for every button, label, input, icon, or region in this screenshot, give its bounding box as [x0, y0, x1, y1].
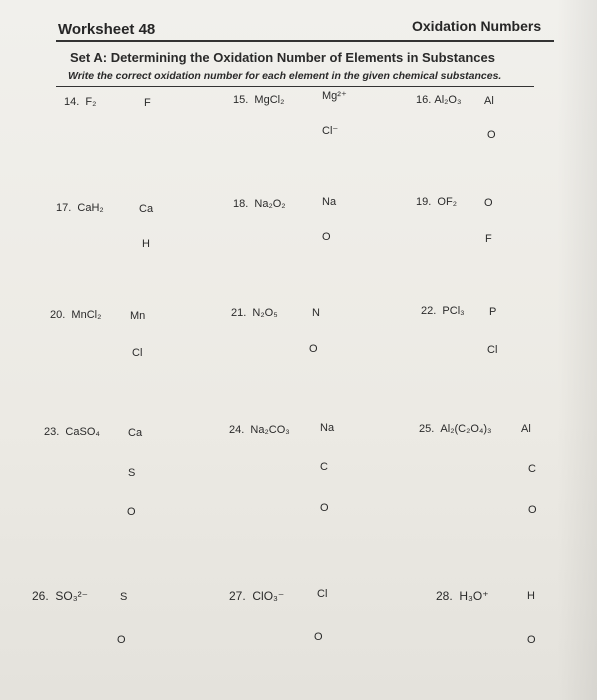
problem-28-element: H — [527, 590, 535, 602]
problem-19-element: F — [485, 233, 492, 245]
problem-24-element: O — [320, 502, 329, 514]
problem-22-element: P — [489, 306, 497, 318]
problem-19-element: O — [484, 197, 493, 209]
problem-22-element: Cl — [487, 344, 498, 356]
problem-25-element: Al — [521, 423, 531, 435]
problem-26-element: O — [117, 634, 126, 646]
problem-27: 27. ClO₃⁻ — [229, 589, 285, 603]
topic-title: Oxidation Numbers — [412, 18, 542, 34]
problem-20-element: Mn — [130, 310, 146, 322]
problem-20-element: Cl — [132, 347, 143, 359]
problem-21-element: O — [309, 343, 318, 355]
problem-17-element: H — [142, 238, 150, 250]
problem-24-element: Na — [320, 422, 335, 434]
problem-26: 26. SO₃²⁻ — [32, 589, 88, 603]
problem-25: 25. Al₂(C₂O₄)₃ — [419, 423, 492, 435]
problem-24: 24. Na₂CO₃ — [229, 424, 290, 436]
problem-23-element: O — [127, 506, 136, 518]
problem-28: 28. H₃O⁺ — [436, 589, 489, 603]
problem-28-element: O — [527, 634, 536, 646]
problem-16: 16. Al₂O₃ — [416, 94, 462, 106]
problem-15-element: Mg²⁺ — [322, 90, 347, 102]
problem-25-element: C — [528, 463, 536, 475]
problem-26-element: S — [120, 591, 128, 603]
problem-15-element: Cl⁻ — [322, 125, 339, 137]
worksheet-title: Worksheet 48 — [58, 21, 156, 38]
problem-23: 23. CaSO₄ — [44, 426, 100, 438]
problem-20: 20. MnCl₂ — [50, 309, 102, 321]
problem-27-element: Cl — [317, 588, 328, 600]
problem-24-element: C — [320, 461, 328, 473]
problem-14-element: F — [144, 97, 151, 109]
problem-16-element: Al — [484, 95, 494, 107]
problem-19: 19. OF₂ — [416, 196, 457, 208]
page-shadow — [557, 0, 597, 700]
problem-16-element: O — [487, 129, 496, 141]
section-title: Set A: Determining the Oxidation Number of Elements in Substances — [70, 50, 495, 65]
problem-21: 21. N₂O₅ — [231, 307, 278, 319]
problem-17-element: Ca — [139, 203, 154, 215]
problem-25-element: O — [528, 504, 537, 516]
problem-23-element: Ca — [128, 427, 143, 439]
instructions-rule — [56, 86, 534, 87]
problem-15: 15. MgCl₂ — [233, 94, 285, 106]
problem-14: 14. F₂ — [64, 96, 97, 108]
problem-22: 22. PCl₃ — [421, 305, 465, 317]
problem-18-element: O — [322, 231, 331, 243]
problem-18-element: Na — [322, 196, 337, 208]
problem-27-element: O — [314, 631, 323, 643]
problem-17: 17. CaH₂ — [56, 202, 104, 214]
header-rule — [56, 40, 554, 42]
problem-21-element: N — [312, 307, 320, 319]
problem-18: 18. Na₂O₂ — [233, 198, 286, 210]
problem-23-element: S — [128, 467, 136, 479]
section-instructions: Write the correct oxidation number for each element in the given chemical substances. — [68, 70, 502, 82]
